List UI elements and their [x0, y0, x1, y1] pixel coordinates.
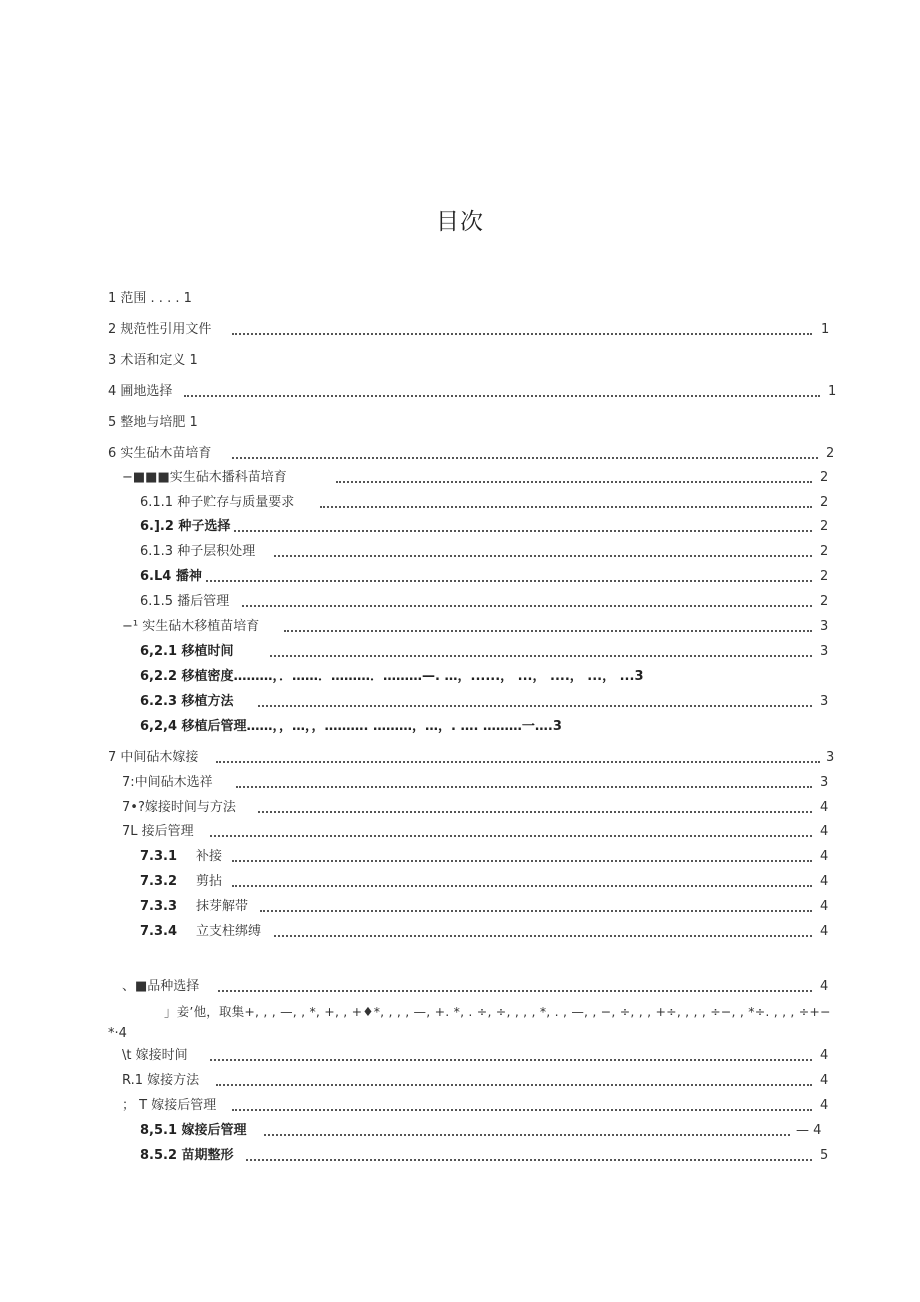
toc-label: 7•?嫁接时间与方法: [122, 800, 236, 815]
toc-page-number: 2: [820, 495, 829, 510]
toc-leader: [242, 605, 812, 607]
toc-label: 6.L4 播神: [140, 569, 202, 584]
toc-label: 6,2.1 移植时间: [140, 644, 234, 659]
toc-leader: [264, 1134, 790, 1136]
toc-page-number: 4: [820, 1073, 829, 1088]
toc-page-number: 4: [820, 1048, 829, 1063]
toc-label: −¹ 实生砧木移植苗培育: [122, 619, 260, 634]
toc-leader: [232, 860, 812, 862]
toc-page-number: 2: [820, 569, 829, 584]
toc-leader: [210, 835, 812, 837]
toc-label: 4 圃地选择: [108, 384, 173, 399]
toc-label: 补接: [196, 849, 223, 864]
toc-entry[interactable]: [0, 977, 920, 997]
toc-label: 8.5.2 苗期整形: [140, 1148, 234, 1163]
toc-entry[interactable]: [0, 847, 920, 867]
toc-entry[interactable]: [0, 822, 920, 842]
toc-page-number: 1: [828, 384, 837, 399]
toc-entry[interactable]: [0, 444, 920, 464]
toc-label: 6.1.5 播后管理: [140, 594, 230, 609]
toc-entry[interactable]: [0, 748, 920, 768]
toc-entry[interactable]: [0, 567, 920, 587]
toc-number: 7.3.1: [140, 849, 178, 864]
toc-entry[interactable]: [0, 382, 920, 402]
toc-label: 1 范围 . . . . 1: [108, 291, 192, 306]
toc-label: 8,5.1 嫁接后管理: [140, 1123, 247, 1138]
toc-label: 2 规范性引用文件: [108, 322, 212, 337]
page-title: 目次: [436, 209, 484, 235]
toc-leader: [218, 990, 812, 992]
toc-leader: [234, 530, 812, 532]
toc-page-number: 1: [821, 322, 830, 337]
toc-leader: [210, 1059, 812, 1061]
toc-entry[interactable]: [0, 872, 920, 892]
toc-page-number: 3: [820, 694, 829, 709]
toc-page-number: 3: [820, 775, 829, 790]
toc-label: 6,2,4 移植后管理……，，…，，………. ………，…，. …. ………一….3: [140, 719, 562, 734]
toc-entry[interactable]: [0, 897, 920, 917]
toc-entry[interactable]: [0, 1146, 920, 1166]
toc-leader: [232, 1109, 812, 1111]
toc-page-number: 3: [826, 750, 835, 765]
toc-label: 3 术语和定义 1: [108, 353, 198, 368]
toc-entry[interactable]: [0, 592, 920, 612]
toc-leader: [270, 655, 812, 657]
toc-page-number: 4: [820, 924, 829, 939]
toc-page-number: 2: [826, 446, 835, 461]
toc-page-number: 3: [820, 619, 829, 634]
toc-number: 7.3.2: [140, 874, 178, 889]
toc-leader: [232, 457, 818, 459]
toc-leader: [206, 580, 812, 582]
toc-entry[interactable]: [0, 1071, 920, 1091]
toc-page-number: 4: [820, 874, 829, 889]
toc-page-number: — 4: [796, 1123, 822, 1138]
toc-entry[interactable]: [0, 617, 920, 637]
toc-label: 6.1.1 种子贮存与质量要求: [140, 495, 295, 510]
toc-page-number: 2: [820, 519, 829, 534]
toc-number: 7.3.4: [140, 924, 178, 939]
toc-label: 立支柱绑缚: [196, 924, 262, 939]
toc-page-number: 4: [820, 800, 829, 815]
toc-label: 7 中间砧木嫁接: [108, 750, 199, 765]
toc-entry[interactable]: [0, 351, 920, 371]
toc-label: 6.1.3 种子层积处理: [140, 544, 256, 559]
toc-entry[interactable]: [0, 692, 920, 712]
toc-leader: [236, 786, 812, 788]
toc-label: 抹芽解带: [196, 899, 249, 914]
toc-page-number: 4: [820, 979, 829, 994]
toc-label: 7L 接后管理: [122, 824, 194, 839]
toc-page-number: 4: [820, 1098, 829, 1113]
toc-label: 6,2.2 移植密度………，．……．………．………—. …，......， ...， ....， ...， ...3: [140, 669, 644, 684]
toc-label: −■■■实生砧木播科苗培育: [122, 470, 287, 485]
toc-leader: [258, 811, 812, 813]
toc-entry[interactable]: [0, 922, 920, 942]
toc-page-number: 2: [820, 594, 829, 609]
toc-label: R.1 嫁接方法: [122, 1073, 200, 1088]
toc-label: 5 整地与培肥 1: [108, 415, 198, 430]
toc-leader: [274, 555, 812, 557]
toc-entry[interactable]: [0, 289, 920, 309]
toc-page-number: 2: [820, 544, 829, 559]
toc-label: 」妾’他，取集+, , , —, , *, +, , +♦*, , , , —, +. *, . ÷, ÷, , , , *, . , —, , −, ÷, , , +÷, , , , ÷−, , *÷. , , , ÷+−: [164, 1004, 831, 1019]
toc-entry[interactable]: [0, 468, 920, 488]
toc-page-number: 4: [820, 824, 829, 839]
toc-continuation: *·4: [108, 1026, 127, 1041]
toc-leader: [284, 630, 812, 632]
toc-leader: [258, 705, 812, 707]
toc-entry[interactable]: [0, 667, 920, 687]
toc-leader: [184, 395, 820, 397]
toc-label: ； T 嫁接后管理: [122, 1098, 217, 1113]
toc-entry[interactable]: [0, 542, 920, 562]
toc-entry[interactable]: [0, 1046, 920, 1066]
toc-leader: [232, 333, 812, 335]
toc-label: \t 嫁接时间: [122, 1048, 188, 1063]
toc-label: 6 实生砧木苗培育: [108, 446, 212, 461]
toc-leader: [232, 885, 812, 887]
toc-leader: [216, 1084, 812, 1086]
toc-leader: [320, 506, 812, 508]
toc-page-number: 4: [820, 899, 829, 914]
toc-entry[interactable]: [0, 798, 920, 818]
toc-entry[interactable]: [0, 493, 920, 513]
toc-entry[interactable]: [0, 413, 920, 433]
toc-label: 、■品种选择: [122, 979, 200, 994]
toc-leader: [246, 1159, 812, 1161]
toc-entry[interactable]: [0, 320, 920, 340]
toc-entry[interactable]: [0, 642, 920, 662]
toc-entry[interactable]: [0, 1096, 920, 1116]
toc-leader: [216, 761, 820, 763]
toc-page-number: 2: [820, 470, 829, 485]
toc-number: 7.3.3: [140, 899, 178, 914]
toc-label: 6.].2 种子选择: [140, 519, 231, 534]
toc-label: 剪拈: [196, 874, 223, 889]
toc-page-number: 5: [820, 1148, 829, 1163]
toc-entry[interactable]: [0, 1002, 920, 1022]
toc-leader: [260, 910, 812, 912]
toc-leader: [336, 481, 812, 483]
toc-entry[interactable]: [0, 1121, 920, 1141]
toc-entry[interactable]: [0, 517, 920, 537]
toc-entry[interactable]: [0, 717, 920, 737]
toc-leader: [274, 935, 812, 937]
toc-entry[interactable]: [0, 773, 920, 793]
toc-page-number: 3: [820, 644, 829, 659]
toc-label: 6.2.3 移植方法: [140, 694, 234, 709]
toc-page-number: 4: [820, 849, 829, 864]
toc-label: 7:中间砧木选祥: [122, 775, 213, 790]
